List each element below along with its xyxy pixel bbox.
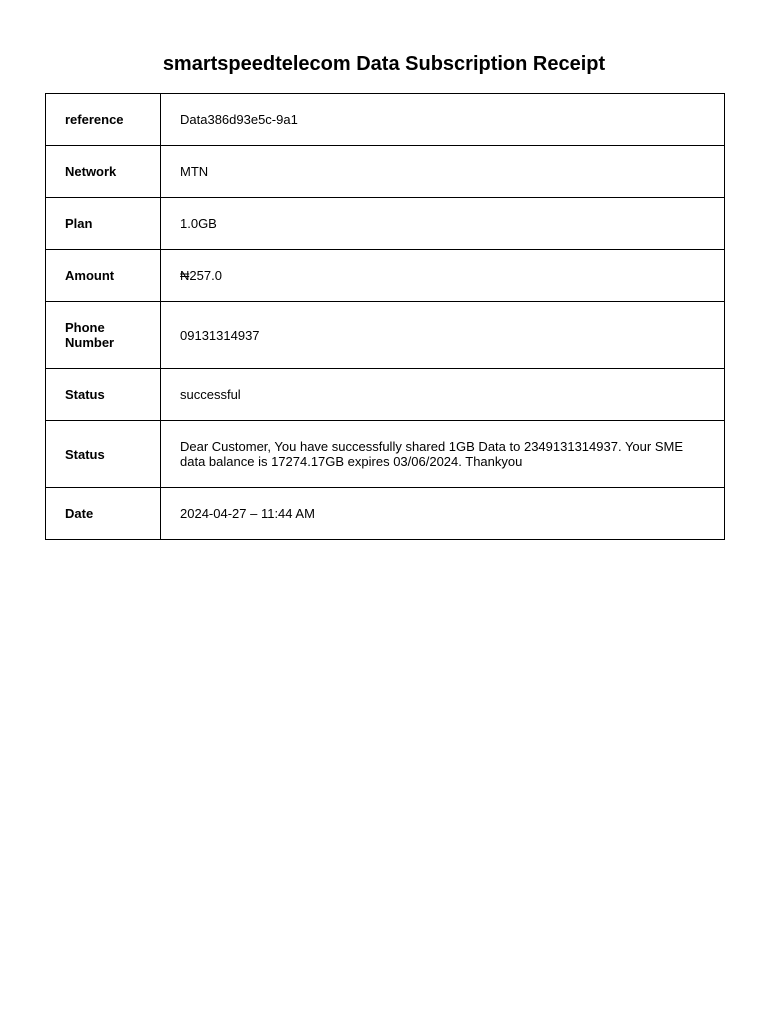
table-row-amount (46, 250, 725, 302)
row-label: Status (46, 369, 161, 421)
row-label: Phone Number (46, 302, 161, 369)
row-value: 1.0GB (161, 198, 725, 250)
row-value: ₦257.0 (161, 250, 725, 302)
table-row-network (46, 146, 725, 198)
table-row-status (46, 369, 725, 421)
table-row-plan (46, 198, 725, 250)
row-label: Amount (46, 250, 161, 302)
row-value: Dear Customer, You have successfully shared 1GB Data to 2349131314937. Your SME data balance is 17274.17GB expires 03/06/2024. Thankyou (161, 421, 725, 488)
row-value: 09131314937 (161, 302, 725, 369)
row-value: MTN (161, 146, 725, 198)
receipt-table (45, 93, 725, 540)
table-row-reference (46, 94, 725, 146)
row-value: 2024-04-27 – 11:44 AM (161, 488, 725, 540)
row-label: reference (46, 94, 161, 146)
page-title: smartspeedtelecom Data Subscription Receipt (162, 53, 606, 75)
table-row-status-message (46, 421, 725, 488)
table-row-phone-number (46, 302, 725, 369)
row-label: Plan (46, 198, 161, 250)
row-value: successful (161, 369, 725, 421)
table-row-date (46, 488, 725, 540)
row-label: Status (46, 421, 161, 488)
row-label: Date (46, 488, 161, 540)
row-label: Network (46, 146, 161, 198)
row-value: Data386d93e5c-9a1 (161, 94, 725, 146)
